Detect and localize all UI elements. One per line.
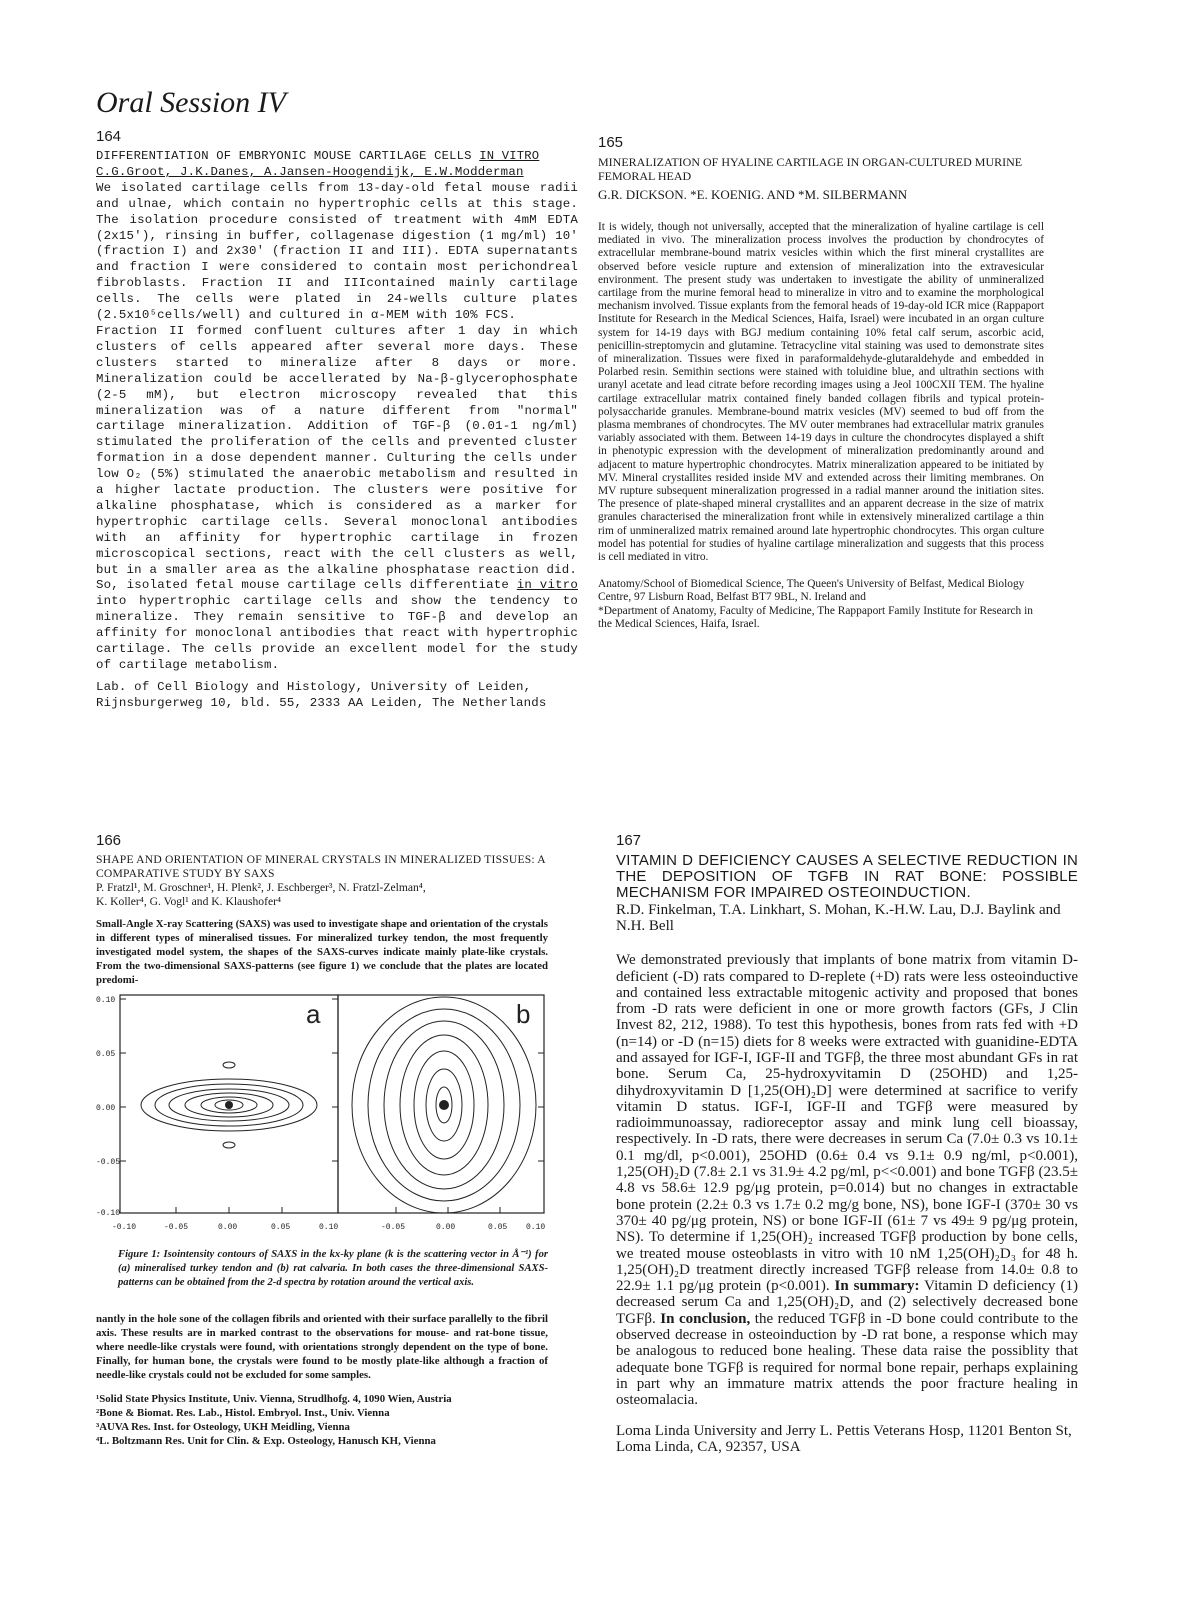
abstract-paragraph-3 [96, 578, 586, 673]
panel-b-center [439, 1100, 449, 1110]
footnote: ⁴L. Boltzmann Res. Unit for Clin. & Exp. Osteology, Hanusch KH, Vienna [96, 1435, 436, 1447]
y-tick: -0.10 [96, 1209, 121, 1218]
x-tick: 0.10 [526, 1223, 546, 1232]
abstract-paragraph-2: nantly in the hole sone of the collagen fibrils and oriented with their surface parallelly to the fibril axis. These results are in marked contrast to the observations for mouse- and rat-bone tissue, where needle-like crystals were found, with orientations strongly dependent on the type of bone. Finally, for human bone, the crystals were found to be mostly plate-like although a fraction of needle-like crystals could not be excluded for some samples. [96, 1313, 548, 1381]
x-tick: 0.05 [271, 1223, 291, 1232]
footnote: ¹Solid State Physics Institute, Univ. Vienna, Strudlhofg. 4, 1090 Wien, Austria [96, 1393, 452, 1405]
body-text: We demonstrated previously that implants of bone matrix from vitamin D-deficient (-D) rats compared to D-replete (+D) rats were less osteoinductive and contained less extractable mitogenic activity and proposed that bones from -D rats were deficient in one or more growth factors (GFs, J Clin Invest 82, 212, 1988). To test this hypothesis, bones from rats fed with +D (n=14) or -D (n=15) diets for 8 weeks were extracted with guanidine-EDTA and assayed for IGF-I, IGF-II and TGFβ, the three most abundant GFs in rat bone. Serum Ca, 25-hydroxyvitamin D (25OHD) and 1,25-dihydroxyvitamin D [1,25(OH)₂D] were determined at sacrifice to verify vitamin D status. IGF-I, IGF-II and TGFβ were measured by radioimmunoassay, radioreceptor assay and mink lung cell bioassay, respectively. In -D rats, there were decreases in serum Ca (7.0± 0.3 vs 10.1± 0.1 mg/dl, p<0.001), 25OHD (0.6± 0.4 vs 9.1± 0.9 ng/ml, p<0.001), 1,25(OH)₂D (7.8± 2.1 vs 31.9± 4.2 pg/ml, p<<0.001) and bone TGFβ (23.5± 4.8 vs 58.6± 12.9 pg/μg protein, p=0.014) but no changes in extractable bone protein (2.2± 0.3 vs 1.7± 0.2 mg/g bone, NS), bone IGF-I (370± 30 vs 370± 40 pg/μg protein, NS) or bone IGF-II (61± 7 vs 49± 9 pg/μg protein, NS). To determine if 1,25(OH)₂ increased TGFβ production by bone cells, we treated mouse osteoblasts in vitro with 10 nM 1,25(OH)₂D₃ for 48 h. 1,25(OH)₂D treatment directly increased TGFβ release from 14.0± 0.8 to 22.9± 1.1 pg/μg protein (p<0.001). [616, 952, 1078, 1295]
abstract-paragraph-1: We isolated cartilage cells from 13-day-old fetal mouse radii and ulnae, which contain no hypertrophic cells at this stage. The isolation procedure consisted of treatment with 4mM EDTA (2x15'), rinsing in buffer, collagenase digestion (1 mg/ml) 10' (fraction I) and 2x30' (fraction II and III). EDTA supernatants and fraction I were considered to contain most perichondreal fibroblasts. Fraction II and IIIcontained mainly cartilage cells. The cells were plated in 24-wells culture plates (2.5x10⁵cells/well) and cultured in α-MEM with 10% FCS. [96, 180, 586, 323]
abstract-body [616, 952, 1078, 1408]
p3-start: So, isolated fetal mouse cartilage cells differentiate [96, 578, 517, 593]
abstract-address: Lab. of Cell Biology and Histology, University of Leiden, Rijnsburgerweg 10, bld. 55, 2333 AA Leiden, The Netherlands [96, 679, 547, 710]
abstract-164 [96, 128, 586, 712]
p3-underlined: in vitro [516, 578, 578, 593]
abstract-number: 167 [616, 832, 642, 849]
summary-label: In summary: [834, 1278, 920, 1295]
footnote: ³AUVA Res. Inst. for Osteology, UKH Meidling, Vienna [96, 1421, 350, 1433]
summary-text: Vitamin D deficiency (1) decreased serum Ca and 1,25(OH)₂D, and (2) selectively decreased bone TGFβ. [616, 1278, 1078, 1327]
conclusion-text: the reduced TGFβ in -D bone could contribute to the observed decrease in osteoinduction by -D rat bone, a response which may be analogous to reduced bone healing. These data raise the possiblity that adequate bone TGFβ is required for normal bone repair, perhaps explaining in part why an immature matrix attends the poor fracture healing in osteomalacia. [616, 1310, 1078, 1409]
conclusion-label: In conclusion, [660, 1310, 751, 1327]
panel-a-label: a [306, 999, 321, 1029]
figure-1 [96, 993, 548, 1290]
x-tick: 0.00 [436, 1223, 456, 1232]
y-tick: 0.10 [96, 996, 116, 1005]
abstract-title: SHAPE AND ORIENTATION OF MINERAL CRYSTALS IN MINERALIZED TISSUES: A COMPARATIVE STUDY BY SAXS [96, 853, 546, 880]
footnote: ²Bone & Biomat. Res. Lab., Histol. Embryol. Inst., Univ. Vienna [96, 1407, 390, 1419]
x-tick: 0.00 [218, 1223, 238, 1232]
panel-a-center [225, 1101, 233, 1109]
tick-marks [120, 999, 544, 1213]
abstract-165 [598, 134, 1044, 631]
footnotes [96, 1392, 548, 1448]
x-tick: 0.05 [488, 1223, 508, 1232]
abstract-paragraph-1: Small-Angle X-ray Scattering (SAXS) was used to investigate shape and orientation of the crystals in different types of mineralised tissues. For mineralized turkey tendon, the most frequently investigated model system, the shapes of the SAXS-curves indicate mainly plate-like crystals. From the two-dimensional SAXS-patterns (see figure 1) we conclude that the plates are located predomi- [96, 918, 548, 986]
abstract-authors-1: P. Fratzl¹, M. Groschner¹, H. Plenk², J. Eschberger³, N. Fratzl-Zelman⁴, [96, 881, 426, 894]
p3-end: into hypertrophic cartilage cells and show the tendency to mineralize. They remain sensitive to TGF-β and develop an affinity for monoclonal antibodies that react with hypertrophic cartilage. The cells provide an excellent model for the study of cartilage metabolism. [96, 578, 586, 672]
panel-b-label: b [516, 999, 531, 1029]
saxs-contour-figure [96, 993, 548, 1243]
x-tick: -0.10 [112, 1223, 137, 1232]
abstract-address-1: Anatomy/School of Biomedical Science, The Queen's University of Belfast, Medical Biology Centre, 97 Lisburn Road, Belfast BT7 9BL, N. Ireland and [598, 578, 1025, 604]
abstract-address: Loma Linda University and Jerry L. Pettis Veterans Hosp, 11201 Benton St, Loma Linda, CA, 92357, USA [616, 1422, 1072, 1455]
abstract-166 [96, 832, 548, 1448]
abstract-body: It is widely, though not universally, accepted that the mineralization of hyaline cartilage is cell mediated in vivo. The mineralization process involves the production by chondrocytes of extracellular membrane-bound matrix vesicles within which the first mineral crystallites are observed before vesicle rupture and extension of mineralization into the extravesicular environment. The present study was undertaken to investigate the ability of unmineralized cartilage from the murine femoral head to mineralize in vitro and to examine the morphological mechanism involved. Tissue explants from the femoral heads of 19-day-old ICR mice (Rappaport Institute for Research in the Medical Sciences, Haifa, Israel) were incubated in an organ culture system for 14-19 days with BGJ medium containing 10% fetal calf serum, ascorbic acid, penicillin-streptomycin and glutamine. Tetracycline vital staining was used to demonstrate sites of mineralization. Tissues were fixed in paraformaldehyde-glutaraldehyde and embedded in Polarbed resin. Semithin sections were stained with toluidine blue, and ultrathin sections with uranyl acetate and lead citrate before recording images using a Jeol 100CXII TEM. The hyaline cartilage extracellular matrix contained finely banded collagen fibrils and typical protein-polysaccharide granules. Membrane-bound matrix vesicles (MV) seemed to bud off from the plasma membranes of chondrocytes. The MV outer membranes had extracellular matrix granules variably associated with them. Between 14-19 days in culture the chondrocytes displayed a shift in phenotypic expression with the development of mineralization predominantly around and adjacent to mature hypertrophic chondrocytes. Matrix mineralization appeared to be initiated by MV. Mineral crystallites resided inside MV and extended across their limiting membranes. On MV rupture subsequent mineralization progressed in a radial manner around the initiation sites. The presence of plate-shaped mineral crystallites and an apparent decrease in the size of matrix granules characterised the mineralization front while in extensively mineralized cartilage a thin rim of unmineralized matrix remained around late hypertrophic chondrocytes. This organ culture model has potential for studies of hyaline cartilage mineralization and suggests that this process is cell mediated in vitro. [598, 221, 1044, 564]
abstract-number: 166 [96, 832, 122, 849]
x-tick: -0.05 [381, 1223, 406, 1232]
session-title: Oral Session IV [96, 86, 286, 119]
abstract-authors: G.R. DICKSON. *E. KOENIG. AND *M. SILBERMANN [598, 187, 908, 202]
abstract-title: VITAMIN D DEFICIENCY CAUSES A SELECTIVE REDUCTION IN THE DEPOSITION OF TGFΒ IN RAT BONE: POSSIBLE MECHANISM FOR IMPAIRED OSTEOINDUCTION. [616, 852, 1078, 902]
abstract-authors-2: K. Koller⁴, G. Vogl¹ and K. Klaushofer⁴ [96, 895, 282, 908]
abstract-167 [616, 832, 1078, 1455]
abstract-title [96, 149, 578, 165]
abstract-number: 164 [96, 128, 122, 145]
abstract-authors: C.G.Groot, J.K.Danes, A.Jansen-Hoogendijk, E.W.Modderman [96, 164, 524, 179]
abstract-title: MINERALIZATION OF HYALINE CARTILAGE IN ORGAN-CULTURED MURINE FEMORAL HEAD [598, 155, 1023, 183]
abstract-authors: R.D. Finkelman, T.A. Linkhart, S. Mohan, K.-H.W. Lau, D.J. Baylink and N.H. Bell [616, 901, 1061, 934]
x-tick: -0.05 [164, 1223, 189, 1232]
y-tick: 0.05 [96, 1050, 116, 1059]
title-underlined: IN VITRO [479, 149, 540, 163]
abstract-number: 165 [598, 134, 624, 151]
title-text: DIFFERENTIATION OF EMBRYONIC MOUSE CARTILAGE CELLS [96, 149, 480, 163]
y-tick: 0.00 [96, 1104, 116, 1113]
y-tick: -0.05 [96, 1158, 121, 1167]
abstract-paragraph-2: Fraction II formed confluent cultures after 1 day in which clusters of cells appeared after several more days. These clusters started to mineralize after 8 days or more. Mineralization could be accellerated by Na-β-glycerophosphate (2-5 mM), but electron microscopy revealed that this mineralization was of a nature different from "normal" cartilage mineralization. Addition of TGF-β (0.01-1 ng/ml) stimulated the proliferation of the cells and prevented cluster formation in a dose dependent manner. Culturing the cells under low O₂ (5%) stimulated the anaerobic metabolism and resulted in a higher lactate production. The clusters were positive for alkaline phosphatase, which is considered as a marker for hypertrophic cartilage cells. Several monoclonal antibodies with an affinity for hypertrophic cartilage in frozen microscopical sections, react with the cell clusters as well, but in a smaller area as the alkaline phosphatase reaction did. [96, 323, 586, 577]
abstract-address-2: *Department of Anatomy, Faculty of Medicine, The Rappaport Family Institute for Research in the Medical Sciences, Haifa, Israel. [598, 604, 1033, 630]
figure-caption: Figure 1: Isointensity contours of SAXS in the kx-ky plane (k is the scattering vector in Å⁻¹) for (a) mineralised turkey tendon and (b) rat calvaria. In both cases the three-dimensional SAXS-patterns can be obtained from the 2-d spectra by rotation around the vertical axis. [118, 1249, 548, 1288]
x-tick: 0.10 [319, 1223, 339, 1232]
